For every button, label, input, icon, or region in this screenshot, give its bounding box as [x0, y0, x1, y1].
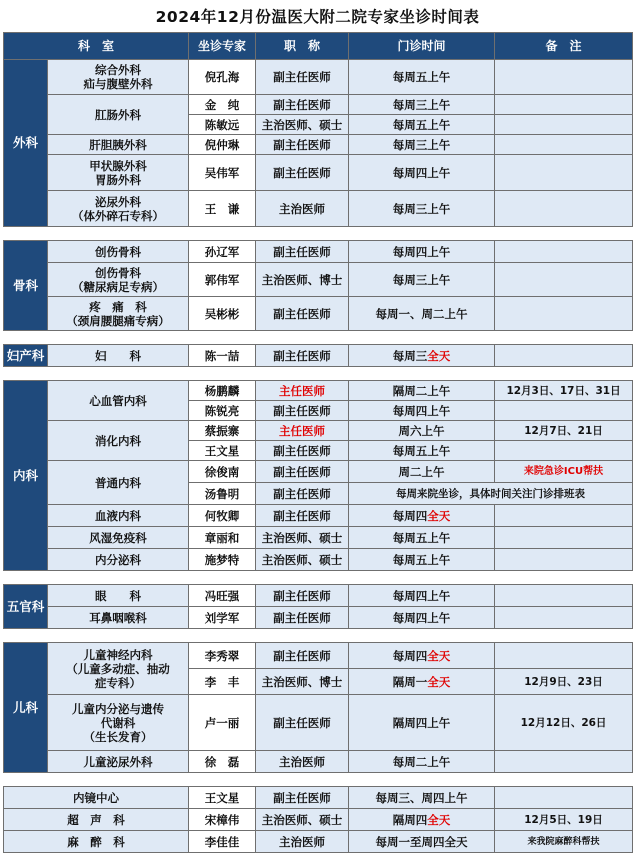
title-cell: 副主任医师	[256, 695, 349, 751]
doctor-cell: 吴彬彬	[189, 297, 256, 331]
section-gap	[4, 227, 633, 241]
doctor-cell: 王文星	[189, 787, 256, 809]
note-cell: 12月3日、17日、31日	[495, 381, 633, 401]
note-cell: 12月7日、21日	[495, 421, 633, 441]
table-row	[4, 461, 633, 483]
dept-cell: 风湿免疫科	[48, 527, 189, 549]
dept-cell: 消化内科	[48, 421, 189, 461]
doctor-cell: 陈锐亮	[189, 401, 256, 421]
header-title: 职 称	[256, 33, 349, 60]
note-cell	[495, 607, 633, 629]
title-cell: 副主任医师	[256, 401, 349, 421]
title-cell: 副主任医师	[256, 483, 349, 505]
doctor-cell: 蔡振寨	[189, 421, 256, 441]
time-cell: 每周四全天	[349, 643, 495, 669]
note-cell	[495, 345, 633, 367]
title-cell: 主治医师、硕士	[256, 527, 349, 549]
doctor-cell: 汤鲁明	[189, 483, 256, 505]
doctor-cell: 徐俊南	[189, 461, 256, 483]
dept-cell: 创伤骨科	[48, 241, 189, 263]
dept-cell: 综合外科 疝与腹壁外科	[48, 60, 189, 95]
dept-cell: 儿童神经内科 （儿童多动症、抽动 症专科）	[48, 643, 189, 695]
note-cell	[495, 441, 633, 461]
title-cell: 副主任医师	[256, 155, 349, 191]
doctor-cell: 李 丰	[189, 669, 256, 695]
time-cell: 每周三上午	[349, 191, 495, 227]
title-cell: 副主任医师	[256, 441, 349, 461]
title-cell: 副主任医师	[256, 345, 349, 367]
title-cell: 主任医师	[256, 421, 349, 441]
dept-cell: 肝胆胰外科	[48, 135, 189, 155]
doctor-cell: 郭伟军	[189, 263, 256, 297]
table-row	[4, 155, 633, 191]
time-cell: 每周五上午	[349, 115, 495, 135]
header-note: 备 注	[495, 33, 633, 60]
time-cell: 隔周二上午	[349, 381, 495, 401]
note-cell	[495, 241, 633, 263]
section-gap	[4, 367, 633, 381]
table-row	[4, 695, 633, 751]
note-cell	[495, 155, 633, 191]
title-cell: 主治医师、博士	[256, 263, 349, 297]
dept-cell: 儿童泌尿外科	[48, 751, 189, 773]
note-cell	[495, 297, 633, 331]
table-row	[4, 527, 633, 549]
group-surgery: 外科	[4, 60, 48, 227]
doctor-cell: 李秀翠	[189, 643, 256, 669]
table-row	[4, 263, 633, 297]
group-peds: 儿科	[4, 643, 48, 773]
time-cell: 每周三上午	[349, 263, 495, 297]
header-time: 门诊时间	[349, 33, 495, 60]
time-cell: 每周五上午	[349, 549, 495, 571]
dept-cell: 心血管内科	[48, 381, 189, 421]
note-cell	[495, 263, 633, 297]
time-cell: 每周四上午	[349, 607, 495, 629]
table-row	[4, 585, 633, 607]
time-cell: 每周五上午	[349, 60, 495, 95]
table-row	[4, 191, 633, 227]
note-cell: 12月9日、23日	[495, 669, 633, 695]
title-cell: 副主任医师	[256, 505, 349, 527]
note-cell	[495, 135, 633, 155]
title-cell: 副主任医师	[256, 135, 349, 155]
note-cell: 来我院麻醉科帮扶	[495, 831, 633, 853]
title-cell: 主治医师	[256, 831, 349, 853]
title-cell: 副主任医师	[256, 787, 349, 809]
doctor-cell: 陈敏远	[189, 115, 256, 135]
dept-cell: 普通内科	[48, 461, 189, 505]
doctor-cell: 金 纯	[189, 95, 256, 115]
dept-cell: 麻 醉 科	[4, 831, 189, 853]
note-cell	[495, 115, 633, 135]
title-cell: 副主任医师	[256, 60, 349, 95]
doctor-cell: 王 谦	[189, 191, 256, 227]
doctor-cell: 孙辽军	[189, 241, 256, 263]
dept-cell: 妇 科	[48, 345, 189, 367]
time-cell: 每周四全天	[349, 505, 495, 527]
doctor-cell: 何牧卿	[189, 505, 256, 527]
header-doctor: 坐诊专家	[189, 33, 256, 60]
section-gap	[4, 331, 633, 345]
time-cell: 每周三全天	[349, 345, 495, 367]
title-cell: 主治医师	[256, 751, 349, 773]
dept-cell: 肛肠外科	[48, 95, 189, 135]
note-cell	[495, 549, 633, 571]
table-row	[4, 135, 633, 155]
time-cell: 每周五上午	[349, 527, 495, 549]
title-cell: 副主任医师	[256, 585, 349, 607]
table-row	[4, 421, 633, 441]
time-cell: 每周一至周四全天	[349, 831, 495, 853]
note-cell	[495, 527, 633, 549]
title-cell: 副主任医师	[256, 643, 349, 669]
table-row	[4, 297, 633, 331]
title-cell: 副主任医师	[256, 607, 349, 629]
note-cell	[495, 787, 633, 809]
doctor-cell: 卢一丽	[189, 695, 256, 751]
time-cell: 每周四上午	[349, 155, 495, 191]
dept-cell: 眼 科	[48, 585, 189, 607]
title-cell: 主治医师、硕士	[256, 809, 349, 831]
group-internal: 内科	[4, 381, 48, 571]
group-ortho: 骨科	[4, 241, 48, 331]
table-row	[4, 751, 633, 773]
title-cell: 主治医师、硕士	[256, 549, 349, 571]
dept-cell: 耳鼻咽喉科	[48, 607, 189, 629]
table-row	[4, 95, 633, 115]
doctor-cell: 王文星	[189, 441, 256, 461]
table-row	[4, 607, 633, 629]
doctor-cell: 施梦特	[189, 549, 256, 571]
time-cell: 每周三上午	[349, 135, 495, 155]
doctor-cell: 陈一喆	[189, 345, 256, 367]
note-cell: 来院急诊ICU帮扶	[495, 461, 633, 483]
dept-cell: 血液内科	[48, 505, 189, 527]
header-dept: 科 室	[4, 33, 189, 60]
doctor-cell: 章丽和	[189, 527, 256, 549]
page-title: 2024年12月份温医大附二院专家坐诊时间表	[155, 8, 480, 26]
time-cell: 每周一、周二上午	[349, 297, 495, 331]
title-cell: 主治医师、硕士	[256, 115, 349, 135]
time-cell: 隔周四全天	[349, 809, 495, 831]
section-gap	[4, 571, 633, 585]
doctor-cell: 杨鹏麟	[189, 381, 256, 401]
table-row	[4, 643, 633, 669]
title-cell: 副主任医师	[256, 297, 349, 331]
group-gyn: 妇产科	[4, 345, 48, 367]
table-row	[4, 549, 633, 571]
time-cell: 每周四上午	[349, 401, 495, 421]
note-cell: 12月5日、19日	[495, 809, 633, 831]
schedule-table	[3, 32, 633, 853]
section-gap	[4, 629, 633, 643]
note-cell	[495, 95, 633, 115]
dept-cell: 内镜中心	[4, 787, 189, 809]
dept-cell: 泌尿外科 （体外碎石专科）	[48, 191, 189, 227]
doctor-cell: 徐 磊	[189, 751, 256, 773]
doctor-cell: 刘学军	[189, 607, 256, 629]
table-row	[4, 787, 633, 809]
doctor-cell: 吴伟军	[189, 155, 256, 191]
table-row	[4, 345, 633, 367]
time-cell: 每周二上午	[349, 751, 495, 773]
table-row	[4, 381, 633, 401]
note-cell	[495, 505, 633, 527]
table-row	[4, 505, 633, 527]
table-row	[4, 831, 633, 853]
title-cell: 副主任医师	[256, 461, 349, 483]
note-cell: 12月12日、26日	[495, 695, 633, 751]
title-cell: 副主任医师	[256, 241, 349, 263]
dept-cell: 疼 痛 科 （颈肩腰腿痛专病）	[48, 297, 189, 331]
dept-cell: 内分泌科	[48, 549, 189, 571]
doctor-cell: 倪孔海	[189, 60, 256, 95]
dept-cell: 创伤骨科 （糖尿病足专病）	[48, 263, 189, 297]
doctor-cell: 冯旺强	[189, 585, 256, 607]
title-cell: 副主任医师	[256, 95, 349, 115]
doctor-cell: 李佳佳	[189, 831, 256, 853]
table-row	[4, 241, 633, 263]
note-cell	[495, 401, 633, 421]
title-cell: 主治医师、博士	[256, 669, 349, 695]
title-cell: 主治医师	[256, 191, 349, 227]
time-cell: 周六上午	[349, 421, 495, 441]
group-ent: 五官科	[4, 585, 48, 629]
doctor-cell: 倪仲琳	[189, 135, 256, 155]
note-cell	[495, 585, 633, 607]
note-cell	[495, 751, 633, 773]
table-row	[4, 60, 633, 95]
time-cell: 周二上午	[349, 461, 495, 483]
dept-cell: 甲状腺外科 胃肠外科	[48, 155, 189, 191]
time-cell: 每周四上午	[349, 241, 495, 263]
header-row	[4, 33, 633, 60]
time-cell: 每周四上午	[349, 585, 495, 607]
table-row	[4, 809, 633, 831]
note-cell	[495, 191, 633, 227]
doctor-cell: 宋樟伟	[189, 809, 256, 831]
note-cell	[495, 60, 633, 95]
title-cell: 主任医师	[256, 381, 349, 401]
time-cell: 每周来院坐诊，具体时间关注门诊排班表	[349, 483, 633, 505]
time-cell: 每周三、周四上午	[349, 787, 495, 809]
section-gap	[4, 773, 633, 787]
time-cell: 每周五上午	[349, 441, 495, 461]
dept-cell: 超 声 科	[4, 809, 189, 831]
time-cell: 隔周一全天	[349, 669, 495, 695]
note-cell	[495, 643, 633, 669]
time-cell: 每周三上午	[349, 95, 495, 115]
dept-cell: 儿童内分泌与遗传 代谢科 （生长发育）	[48, 695, 189, 751]
time-cell: 隔周四上午	[349, 695, 495, 751]
